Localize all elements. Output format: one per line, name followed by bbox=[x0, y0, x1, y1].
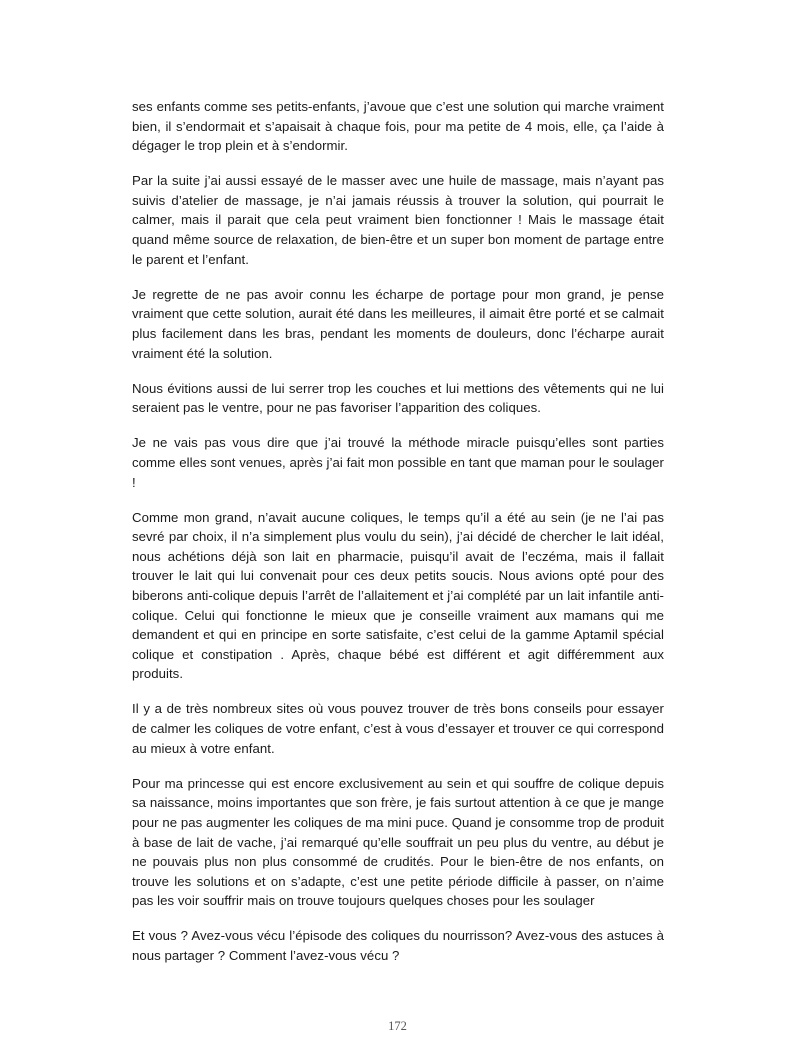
page-number: 172 bbox=[388, 1019, 407, 1033]
paragraph: Je ne vais pas vous dire que j’ai trouvé la méthode miracle puisqu’elles sont parties comme elles sont venues, après j’ai fait mon possible en tant que maman pour le soulager ! bbox=[132, 435, 664, 490]
paragraph: Nous évitions aussi de lui serrer trop les couches et lui mettions des vêtements qui ne lui seraient pas le ventre, pour ne pas favoriser l’apparition des coliques. bbox=[132, 380, 664, 416]
paragraph: Pour ma princesse qui est encore exclusivement au sein et qui souffre de colique depuis sa naissance, moins importantes que son frère, je fais surtout attention à ce que je mange pour ne pas augmenter les coliques de ma mini puce. Quand je consomme trop de produit à base de lait de vache, j’ai remarqué qu’elle souffrait un peu plus du ventre, au début je ne pouvais plus non plus consommé de crudités. Pour le bien-être de nos enfants, on trouve les solutions et on s’adapte, c’est une petite période difficile à passer, on n’aime pas les voir souffrir mais on trouve toujours quelques choses pour les soulager bbox=[132, 775, 664, 909]
paragraph: Par la suite j’ai aussi essayé de le masser avec une huile de massage, mais n’ayant pas suivis d’atelier de massage, je n’ai jamais réussis à trouver la solution, qui pourrait le calmer, mais il parait que cela peut vraiment bien fonctionner ! Mais le massage était quand même source de relaxation, de bien-être et un super bon moment de partage entre le parent et l’enfant. bbox=[132, 173, 664, 267]
paragraph: Et vous ? Avez-vous vécu l’épisode des coliques du nourrisson? Avez-vous des astuces à nous partager ? Comment l’avez-vous vécu ? bbox=[132, 928, 664, 963]
paragraph: ses enfants comme ses petits-enfants, j’avoue que c’est une solution qui marche vraiment bien, il s’endormait et s’apaisait à chaque fois, pour ma petite de 4 mois, elle, ça l’aide à dégager le trop plein et à s’endormir. bbox=[132, 99, 664, 154]
paragraph: Il y a de très nombreux sites où vous pouvez trouver de très bons conseils pour essayer de calmer les coliques de votre enfant, c’est à vous d’essayer et trouver ce qui correspond au mieux à votre enfant. bbox=[132, 701, 664, 756]
body-text bbox=[132, 97, 664, 981]
paragraph: Comme mon grand, n’avait aucune coliques, le temps qu’il a été au sein (je ne l’ai pas sevré par choix, il n’a simplement plus voulu du sein), j’ai décidé de chercher le lait idéal, nous achétions déjà son lait en pharmacie, puisqu’il avait de l’eczéma, mais il fallait trouver le lait qui lui convenait pour ces deux petits soucis. Nous avions opté pour des biberons anti-colique depuis l’arrêt de l’allaitement et j’ai complété par un lait infantile anti-colique. Celui qui fonctionne le mieux que je conseille vraiment aux mamans qui me demandent et qui en principe en sorte satisfaite, c’est celui de la gamme Aptamil spécial colique et constipation . Après, chaque bébé est différent et agit différemment aux produits. bbox=[132, 509, 664, 682]
paragraph: Je regrette de ne pas avoir connu les écharpe de portage pour mon grand, je pense vraiment que cette solution, aurait été dans les meilleures, il aimait être porté et se calmait plus facilement dans les bras, pendant les moments de douleurs, donc l’écharpe aurait vraiment été la solution. bbox=[132, 286, 664, 361]
